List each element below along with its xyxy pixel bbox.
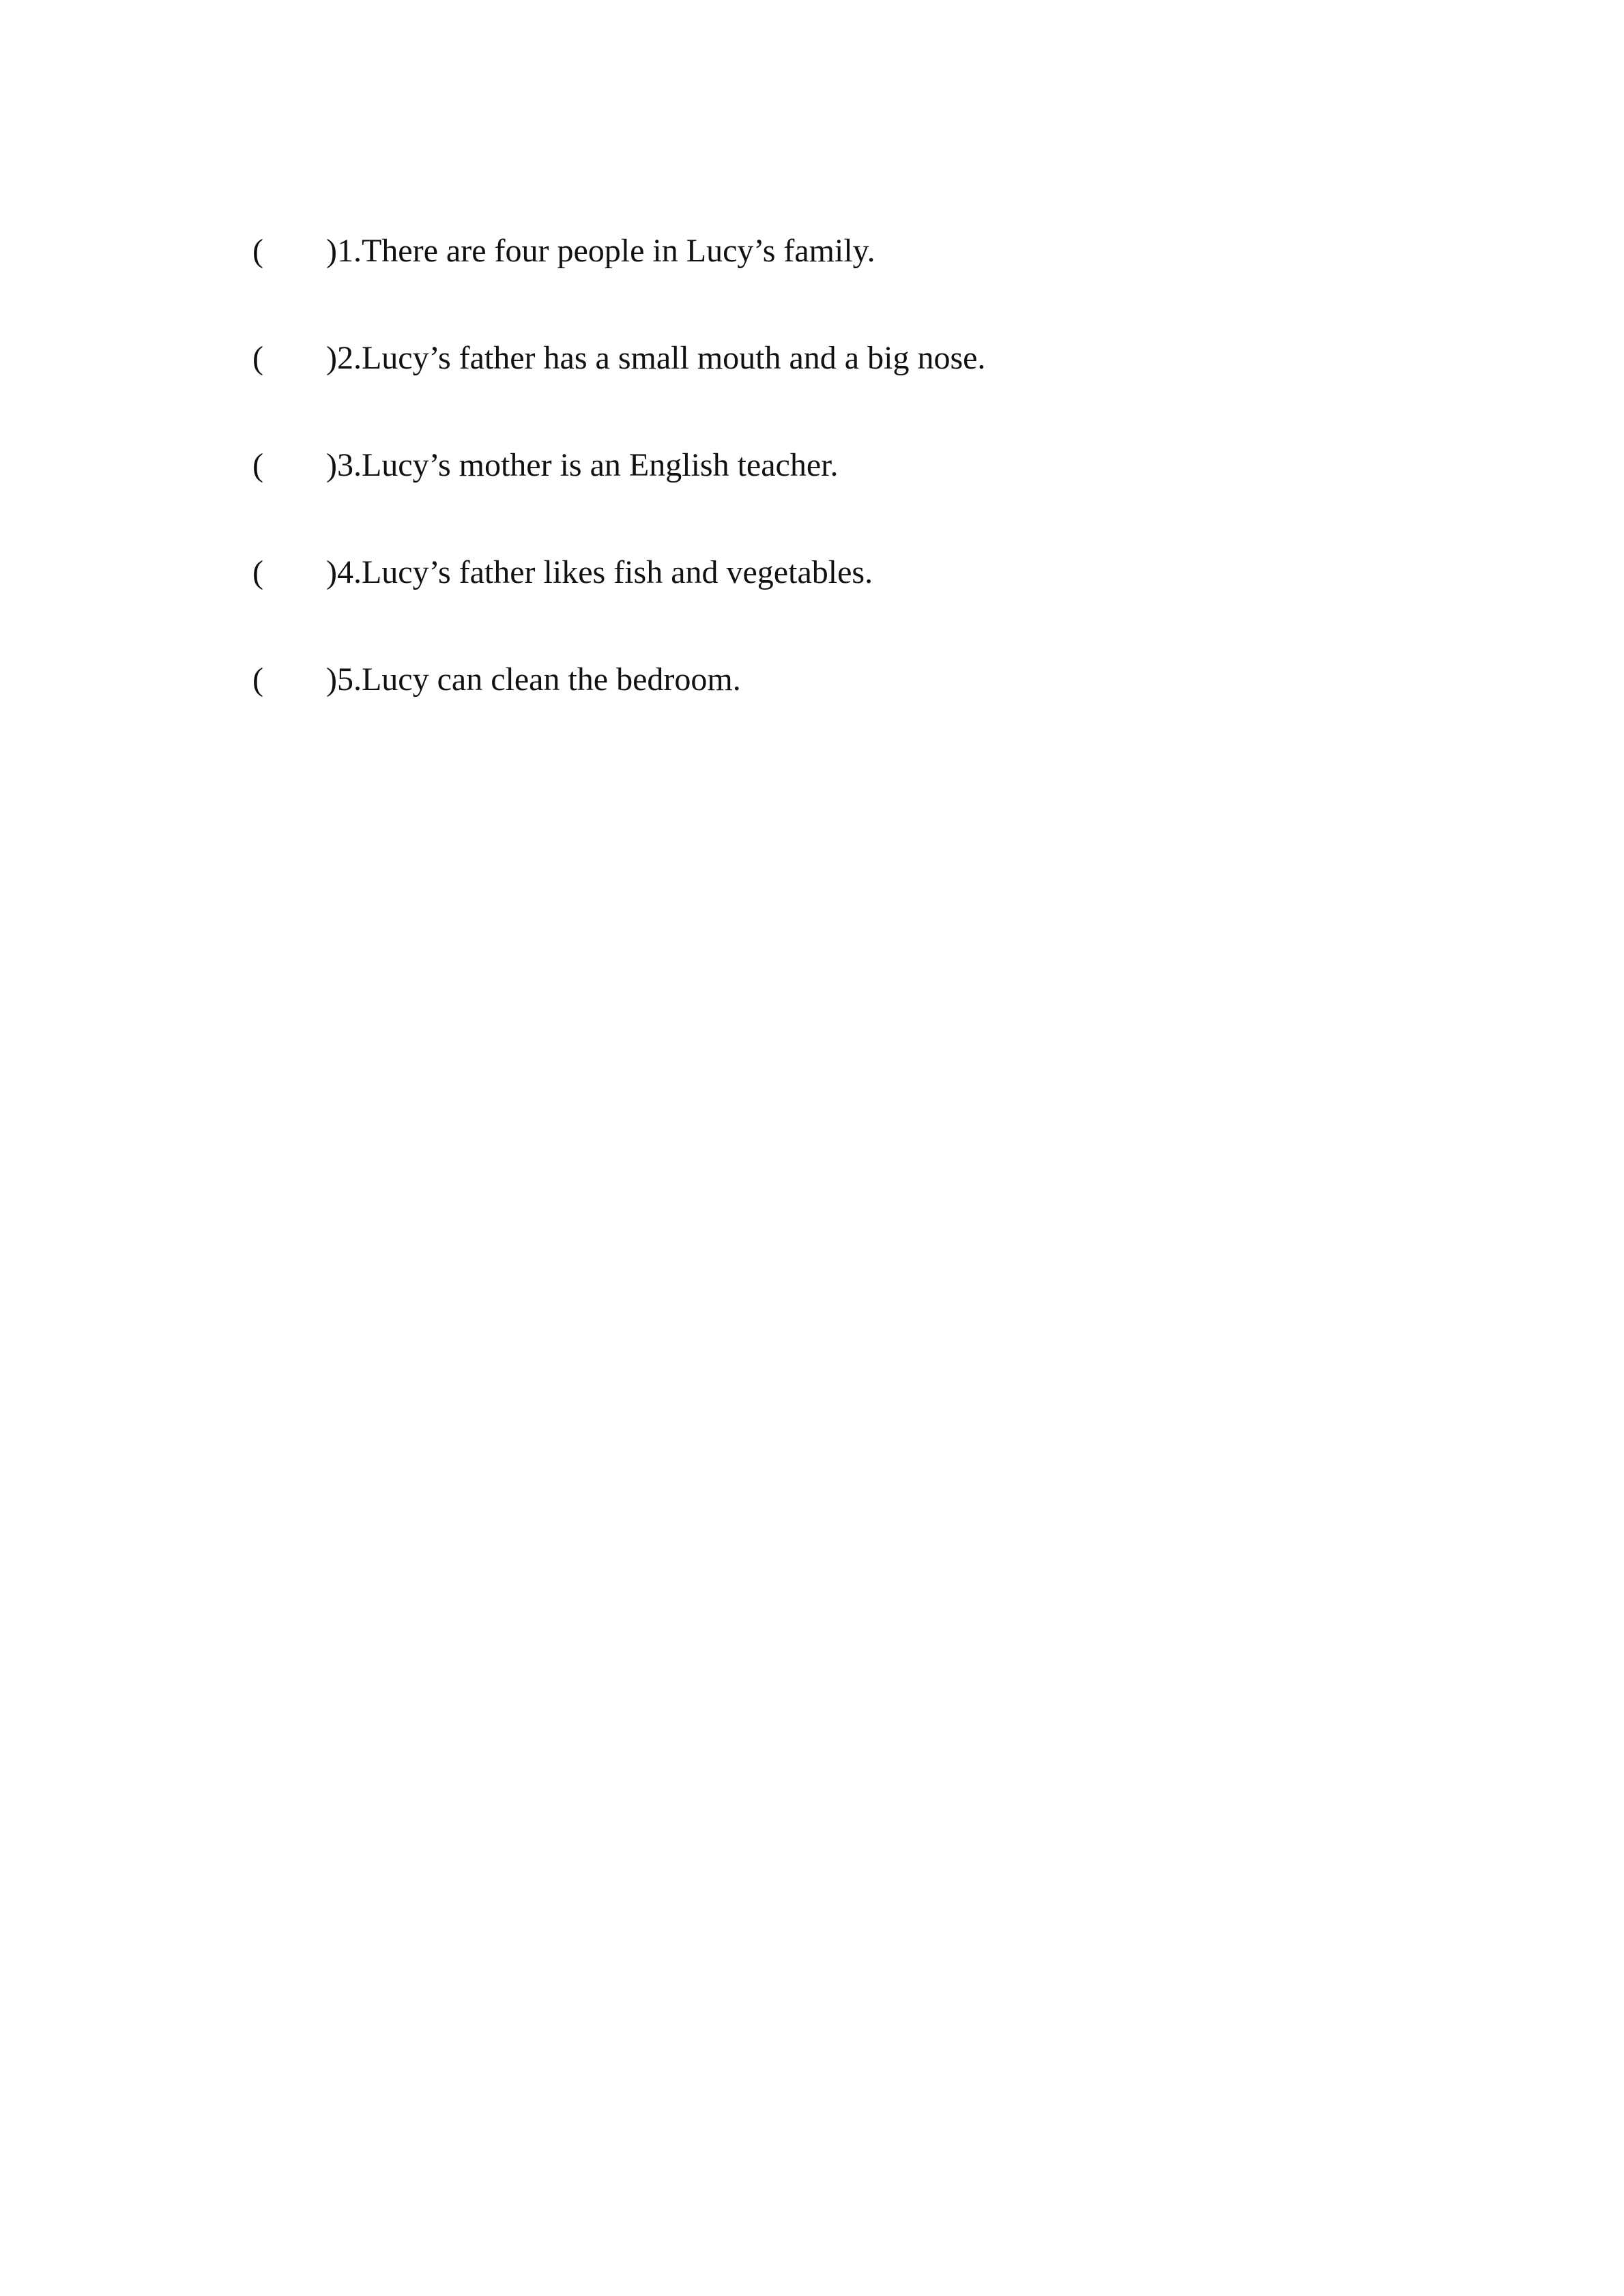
question-item-5 [252, 661, 1549, 768]
question-text: Lucy can clean the bedroom. [361, 661, 741, 698]
answer-close-paren: ) [326, 661, 337, 698]
question-number: 4. [336, 554, 362, 590]
answer-open-paren: ( [252, 233, 263, 269]
question-item-2 [252, 339, 1549, 446]
question-item-4 [252, 554, 1549, 661]
question-text: Lucy’s mother is an English teacher. [361, 447, 839, 483]
answer-close-paren: ) [326, 340, 337, 376]
answer-close-paren: ) [326, 233, 337, 269]
answer-open-paren: ( [252, 340, 263, 376]
answer-close-paren: ) [326, 447, 337, 483]
question-text: Lucy’s father likes fish and vegetables. [361, 554, 873, 590]
answer-open-paren: ( [252, 447, 263, 483]
question-text: There are four people in Lucy’s family. [361, 233, 875, 269]
question-item-3 [252, 446, 1549, 554]
question-number: 5. [336, 661, 362, 698]
question-number: 2. [336, 340, 362, 376]
answer-open-paren: ( [252, 554, 263, 590]
answer-open-paren: ( [252, 661, 263, 698]
question-item-1 [252, 232, 1549, 339]
true-false-question-list [252, 232, 1549, 768]
question-text: Lucy’s father has a small mouth and a big nose. [361, 340, 986, 376]
question-number: 3. [336, 447, 362, 483]
question-number: 1. [336, 233, 362, 269]
answer-close-paren: ) [326, 554, 337, 590]
